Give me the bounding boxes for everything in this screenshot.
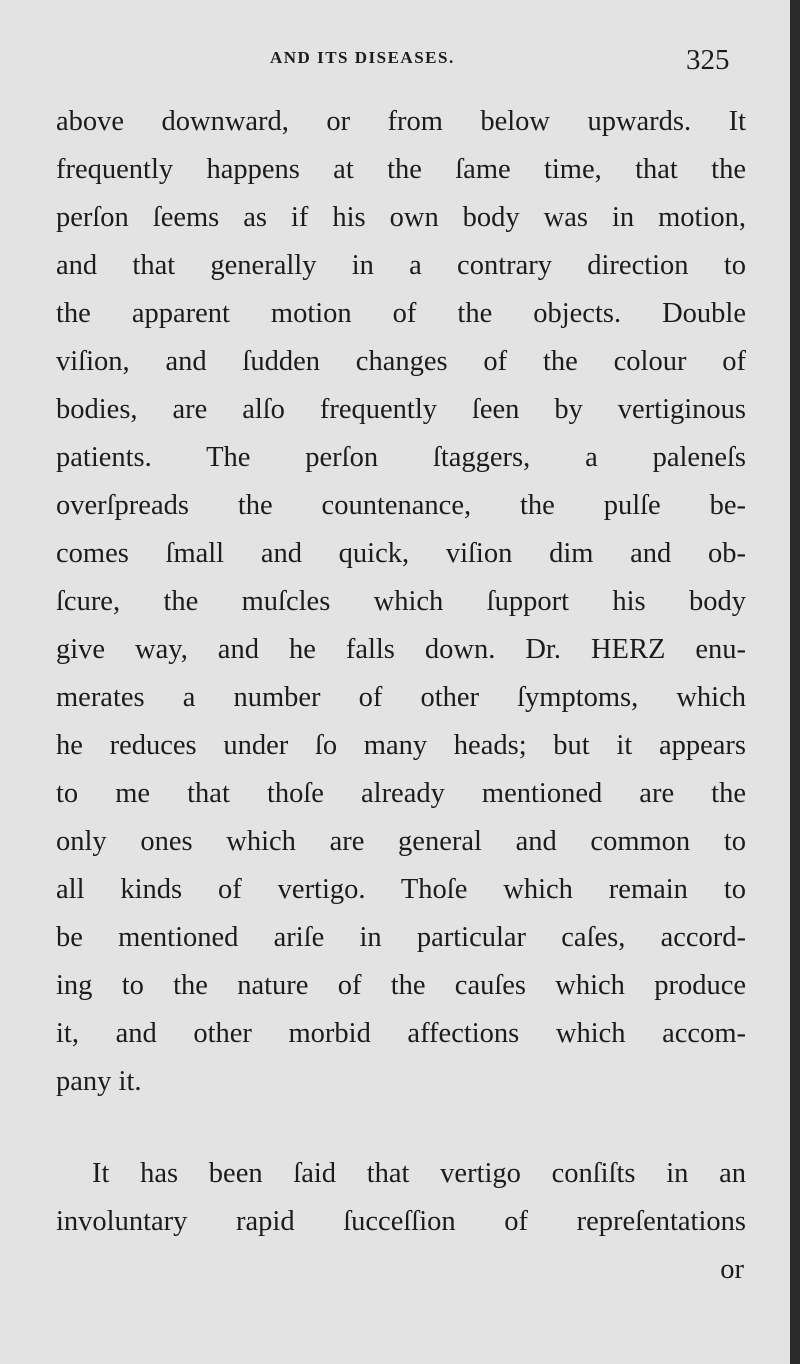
page-header — [0, 46, 790, 82]
text-line: It has been ſaid that vertigo conſiſts in an — [92, 1158, 746, 1189]
text-line: bodies, are alſo frequently ſeen by vertiginous — [56, 394, 746, 425]
text-line: patients. The perſon ſtaggers, a paleneſs — [56, 442, 746, 473]
text-line: viſion, and ſudden changes of the colour of — [56, 346, 746, 377]
text-line: give way, and he falls down. Dr. HERZ enu- — [56, 634, 746, 665]
text-line: all kinds of vertigo. Thoſe which remain to — [56, 874, 746, 905]
text-line: involuntary rapid ſucceſſion of repreſentations — [56, 1206, 746, 1237]
text-line: the apparent motion of the objects. Double — [56, 298, 746, 329]
page-number: 325 — [686, 44, 730, 76]
running-head: AND ITS DISEASES. — [270, 48, 455, 67]
text-line: overſpreads the countenance, the pulſe be- — [56, 490, 746, 521]
catchword: or — [720, 1254, 744, 1285]
text-line: above downward, or from below upwards. It — [56, 106, 746, 137]
text-line: comes ſmall and quick, viſion dim and ob- — [56, 538, 746, 569]
text-line: perſon ſeems as if his own body was in motion, — [56, 202, 746, 233]
text-line: it, and other morbid affections which accom- — [56, 1018, 746, 1049]
page-body — [56, 98, 746, 1294]
text-line: and that generally in a contrary direction to — [56, 250, 746, 281]
text-line: to me that thoſe already mentioned are the — [56, 778, 746, 809]
text-line: frequently happens at the ſame time, that the — [56, 154, 746, 185]
text-line: merates a number of other ſymptoms, which — [56, 682, 746, 713]
text-line: he reduces under ſo many heads; but it appears — [56, 730, 746, 761]
text-line: pany it. — [56, 1066, 142, 1097]
paragraph-1 — [56, 98, 746, 1106]
text-line: be mentioned ariſe in particular caſes, accord- — [56, 922, 746, 953]
paragraph-2 — [56, 1150, 746, 1246]
paragraph-gap — [56, 1106, 746, 1150]
text-line: ing to the nature of the cauſes which produce — [56, 970, 746, 1001]
text-line: only ones which are general and common to — [56, 826, 746, 857]
text-line: ſcure, the muſcles which ſupport his body — [56, 586, 746, 617]
